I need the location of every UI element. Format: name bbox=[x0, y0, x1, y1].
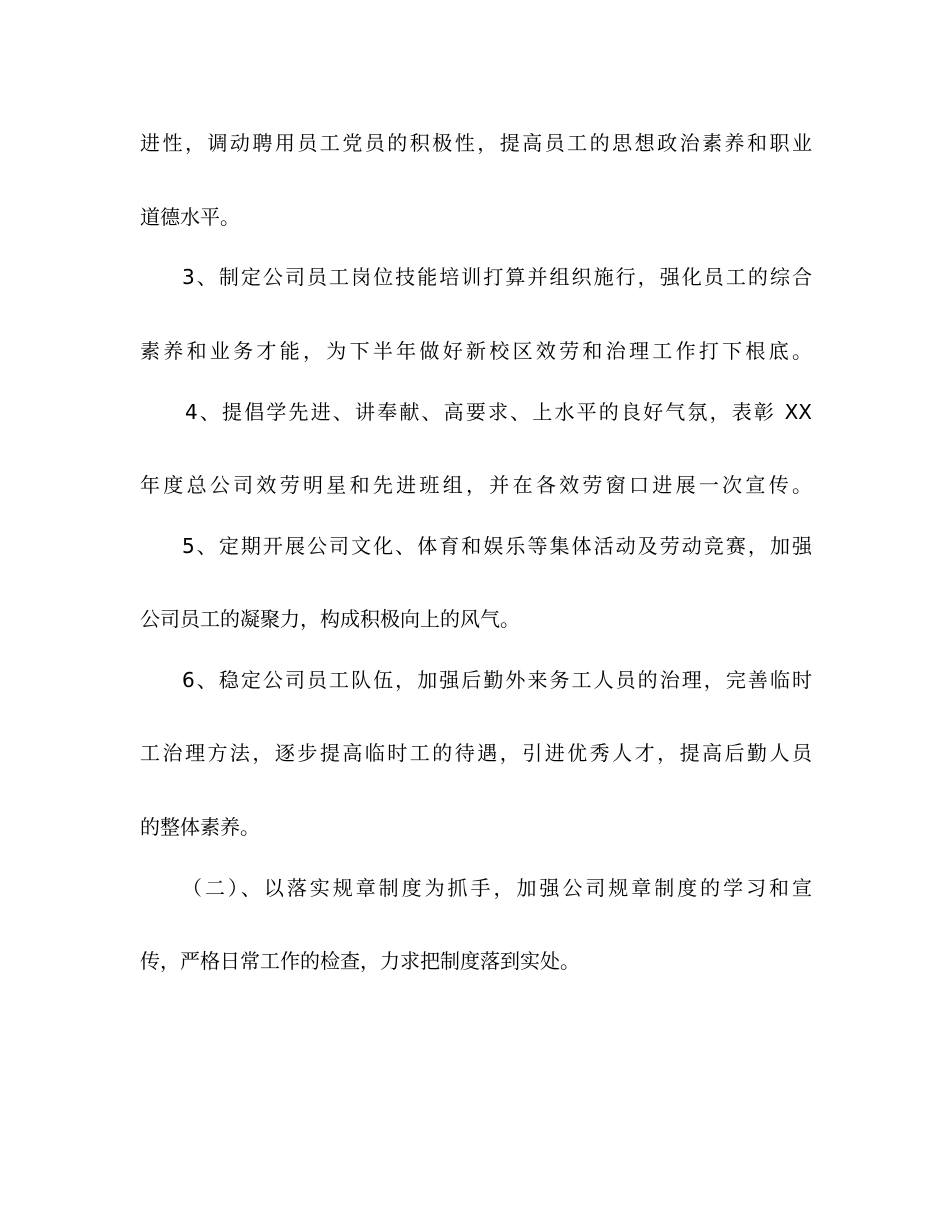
text-line: 道德水平。 bbox=[140, 205, 240, 229]
text-line: 传，严格日常工作的检查，力求把制度落到实处。 bbox=[140, 949, 580, 973]
text-line: 进性，调动聘用员工党员的积极性，提高员工的思想政治素养和职业 bbox=[140, 131, 812, 155]
text-line: 年度总公司效劳明星和先进班组，并在各效劳窗口进展一次宣传。 bbox=[140, 473, 812, 497]
text-line: 4、提倡学先进、讲奉献、高要求、上水平的良好气氛，表彰 XX bbox=[185, 400, 812, 424]
text-line: 6、稳定公司员工队伍，加强后勤外来务工人员的治理，完善临时 bbox=[182, 668, 812, 692]
text-line: 5、定期开展公司文化、体育和娱乐等集体活动及劳动竞赛，加强 bbox=[182, 534, 812, 558]
text-line: 3、制定公司员工岗位技能培训打算并组织施行，强化员工的综合 bbox=[182, 265, 812, 289]
text-line: 工治理方法，逐步提高临时工的待遇，引进优秀人才，提高后勤人员 bbox=[140, 741, 812, 765]
text-line: 素养和业务才能，为下半年做好新校区效劳和治理工作打下根底。 bbox=[140, 339, 812, 363]
text-line: 的整体素养。 bbox=[140, 815, 260, 839]
text-line: （二）、以落实规章制度为抓手，加强公司规章制度的学习和宣 bbox=[182, 876, 812, 900]
text-line: 公司员工的凝聚力，构成积极向上的风气。 bbox=[140, 607, 520, 631]
